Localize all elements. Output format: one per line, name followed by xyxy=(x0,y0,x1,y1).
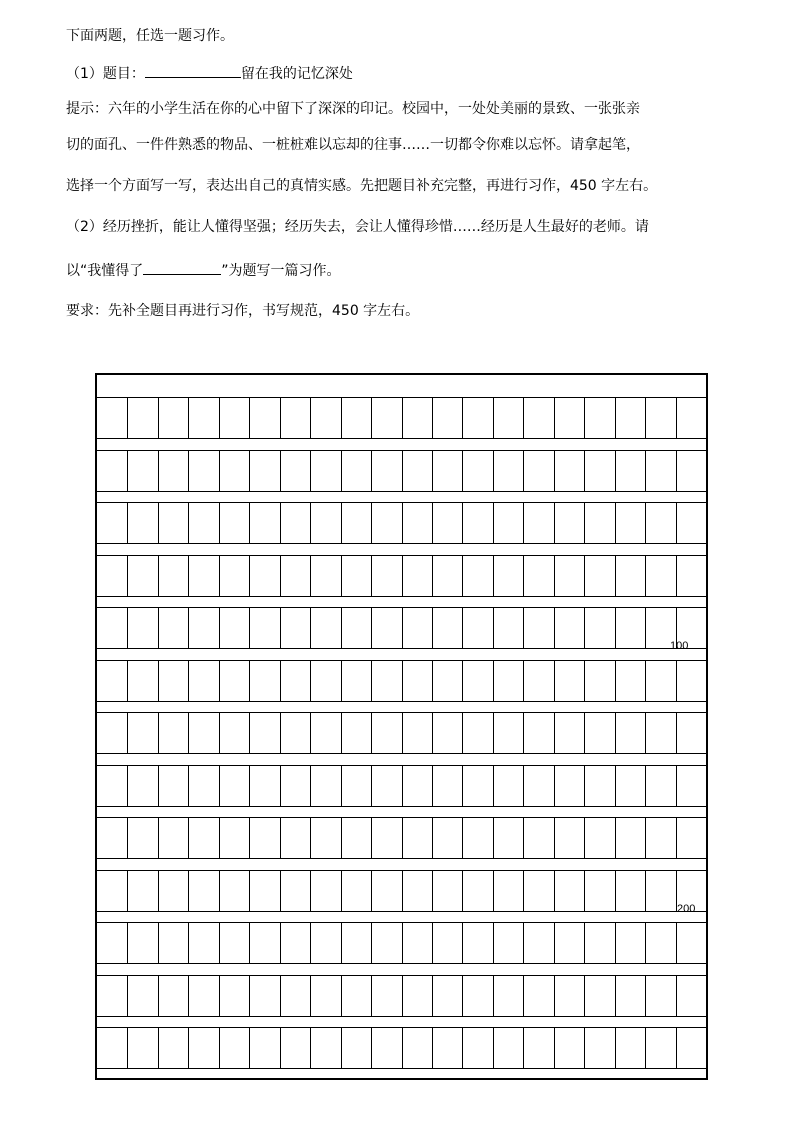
grid-cell-divider xyxy=(219,503,220,543)
question-2-title xyxy=(66,260,341,281)
grid-cell-divider xyxy=(523,398,524,438)
grid-cell-divider xyxy=(523,818,524,858)
grid-cell-divider xyxy=(341,976,342,1016)
grid-cell-divider xyxy=(280,766,281,806)
grid-cell-divider xyxy=(645,1028,646,1068)
grid-row xyxy=(97,660,706,702)
grid-cell-divider xyxy=(554,766,555,806)
grid-cell-divider xyxy=(462,398,463,438)
grid-cell-divider xyxy=(523,871,524,911)
grid-cell-divider xyxy=(493,398,494,438)
grid-cell-divider xyxy=(341,818,342,858)
grid-cell-divider xyxy=(310,661,311,701)
writing-grid[interactable] xyxy=(95,373,708,1080)
grid-row xyxy=(97,555,706,597)
grid-cell-divider xyxy=(493,661,494,701)
grid-cell-divider xyxy=(676,661,677,701)
grid-row xyxy=(97,870,706,912)
grid-cell-divider xyxy=(493,1028,494,1068)
grid-cell-divider xyxy=(280,503,281,543)
grid-cell-divider xyxy=(523,503,524,543)
grid-cell-divider xyxy=(432,661,433,701)
grid-cell-divider xyxy=(402,818,403,858)
grid-cell-divider xyxy=(676,503,677,543)
grid-cell-divider xyxy=(371,976,372,1016)
grid-cell-divider xyxy=(493,766,494,806)
grid-cell-divider xyxy=(127,1028,128,1068)
grid-cell-divider xyxy=(341,398,342,438)
intro-line: 下面两题，任选一题习作。 xyxy=(66,28,234,44)
grid-cell-divider xyxy=(188,451,189,491)
grid-cell-divider xyxy=(310,766,311,806)
grid-cell-divider xyxy=(280,556,281,596)
grid-cell-divider xyxy=(249,398,250,438)
grid-cell-divider xyxy=(645,766,646,806)
question-2-suffix: ”为题写一篇习作。 xyxy=(221,263,341,279)
grid-cell-divider xyxy=(676,766,677,806)
grid-cell-divider xyxy=(188,661,189,701)
grid-cell-divider xyxy=(310,503,311,543)
grid-cell-divider xyxy=(676,556,677,596)
grid-cell-divider xyxy=(402,608,403,648)
grid-cell-divider xyxy=(188,1028,189,1068)
grid-cell-divider xyxy=(402,398,403,438)
grid-cell-divider xyxy=(462,503,463,543)
grid-cell-divider xyxy=(615,923,616,963)
grid-cell-divider xyxy=(280,871,281,911)
grid-cell-divider xyxy=(554,713,555,753)
grid-cell-divider xyxy=(127,556,128,596)
grid-cell-divider xyxy=(432,818,433,858)
grid-cell-divider xyxy=(249,451,250,491)
grid-cell-divider xyxy=(219,451,220,491)
grid-cell-divider xyxy=(219,713,220,753)
grid-cell-divider xyxy=(371,451,372,491)
grid-cell-divider xyxy=(615,556,616,596)
grid-cell-divider xyxy=(493,818,494,858)
grid-row xyxy=(97,1027,706,1069)
grid-cell-divider xyxy=(249,923,250,963)
grid-cell-divider xyxy=(219,766,220,806)
grid-cell-divider xyxy=(219,661,220,701)
grid-cell-divider xyxy=(645,923,646,963)
grid-cell-divider xyxy=(127,608,128,648)
grid-row xyxy=(97,712,706,754)
grid-cell-divider xyxy=(462,923,463,963)
grid-cell-divider xyxy=(554,1028,555,1068)
grid-cell-divider xyxy=(584,871,585,911)
grid-cell-divider xyxy=(127,871,128,911)
grid-cell-divider xyxy=(402,766,403,806)
grid-cell-divider xyxy=(676,923,677,963)
grid-cell-divider xyxy=(158,1028,159,1068)
grid-cell-divider xyxy=(493,503,494,543)
grid-row xyxy=(97,817,706,859)
grid-cell-divider xyxy=(523,713,524,753)
grid-cell-divider xyxy=(676,818,677,858)
grid-cell-divider xyxy=(310,818,311,858)
grid-cell-divider xyxy=(127,503,128,543)
question-1-title xyxy=(66,63,353,84)
grid-cell-divider xyxy=(188,818,189,858)
grid-cell-divider xyxy=(554,661,555,701)
grid-cell-divider xyxy=(127,661,128,701)
grid-cell-divider xyxy=(462,451,463,491)
grid-cell-divider xyxy=(280,451,281,491)
grid-cell-divider xyxy=(280,818,281,858)
grid-cell-divider xyxy=(158,608,159,648)
grid-row xyxy=(97,397,706,439)
grid-cell-divider xyxy=(432,608,433,648)
hint-line-1: 提示：六年的小学生活在你的心中留下了深深的印记。校园中，一处处美丽的景致、一张张亲 xyxy=(66,101,640,117)
grid-cell-divider xyxy=(341,713,342,753)
grid-cell-divider xyxy=(158,976,159,1016)
grid-cell-divider xyxy=(462,818,463,858)
grid-row xyxy=(97,502,706,544)
grid-cell-divider xyxy=(615,713,616,753)
grid-cell-divider xyxy=(188,556,189,596)
grid-cell-divider xyxy=(127,923,128,963)
grid-cell-divider xyxy=(280,976,281,1016)
grid-cell-divider xyxy=(310,1028,311,1068)
grid-cell-divider xyxy=(523,608,524,648)
grid-cell-divider xyxy=(158,713,159,753)
grid-cell-divider xyxy=(615,766,616,806)
grid-cell-divider xyxy=(158,661,159,701)
grid-cell-divider xyxy=(645,556,646,596)
grid-cell-divider xyxy=(249,976,250,1016)
grid-cell-divider xyxy=(676,1028,677,1068)
grid-cell-divider xyxy=(249,713,250,753)
grid-cell-divider xyxy=(219,608,220,648)
grid-cell-divider xyxy=(645,818,646,858)
grid-cell-divider xyxy=(188,713,189,753)
grid-row xyxy=(97,607,706,649)
grid-cell-divider xyxy=(584,1028,585,1068)
grid-cell-divider xyxy=(310,451,311,491)
grid-cell-divider xyxy=(371,766,372,806)
grid-cell-divider xyxy=(127,976,128,1016)
grid-cell-divider xyxy=(188,398,189,438)
grid-cell-divider xyxy=(523,923,524,963)
grid-cell-divider xyxy=(219,976,220,1016)
grid-cell-divider xyxy=(554,923,555,963)
grid-cell-divider xyxy=(249,1028,250,1068)
grid-cell-divider xyxy=(280,661,281,701)
grid-cell-divider xyxy=(462,871,463,911)
grid-cell-divider xyxy=(615,398,616,438)
grid-cell-divider xyxy=(584,818,585,858)
grid-cell-divider xyxy=(249,661,250,701)
grid-cell-divider xyxy=(554,976,555,1016)
grid-cell-divider xyxy=(676,398,677,438)
grid-cell-divider xyxy=(127,713,128,753)
grid-cell-divider xyxy=(219,556,220,596)
grid-cell-divider xyxy=(127,398,128,438)
grid-row xyxy=(97,975,706,1017)
grid-cell-divider xyxy=(615,661,616,701)
grid-cell-divider xyxy=(432,503,433,543)
grid-cell-divider xyxy=(341,661,342,701)
grid-cell-divider xyxy=(645,608,646,648)
grid-cell-divider xyxy=(432,1028,433,1068)
grid-cell-divider xyxy=(402,713,403,753)
grid-cell-divider xyxy=(249,871,250,911)
grid-cell-divider xyxy=(432,556,433,596)
grid-cell-divider xyxy=(615,503,616,543)
grid-cell-divider xyxy=(402,871,403,911)
grid-cell-divider xyxy=(523,1028,524,1068)
grid-cell-divider xyxy=(676,451,677,491)
grid-cell-divider xyxy=(188,608,189,648)
grid-cell-divider xyxy=(371,556,372,596)
grid-cell-divider xyxy=(615,451,616,491)
grid-cell-divider xyxy=(158,398,159,438)
grid-cell-divider xyxy=(523,766,524,806)
grid-cell-divider xyxy=(584,766,585,806)
question-2-blank[interactable] xyxy=(143,260,221,275)
question-1-blank[interactable] xyxy=(145,63,241,78)
grid-cell-divider xyxy=(615,976,616,1016)
grid-cell-divider xyxy=(432,923,433,963)
grid-row xyxy=(97,922,706,964)
grid-cell-divider xyxy=(249,503,250,543)
grid-cell-divider xyxy=(310,608,311,648)
grid-cell-divider xyxy=(462,556,463,596)
grid-cell-divider xyxy=(219,871,220,911)
grid-cell-divider xyxy=(554,871,555,911)
grid-cell-divider xyxy=(432,451,433,491)
grid-cell-divider xyxy=(402,661,403,701)
grid-cell-divider xyxy=(493,608,494,648)
grid-cell-divider xyxy=(402,556,403,596)
grid-cell-divider xyxy=(341,766,342,806)
grid-cell-divider xyxy=(432,398,433,438)
grid-cell-divider xyxy=(584,923,585,963)
grid-cell-divider xyxy=(158,556,159,596)
grid-cell-divider xyxy=(645,871,646,911)
grid-cell-divider xyxy=(219,923,220,963)
grid-cell-divider xyxy=(645,451,646,491)
grid-cell-divider xyxy=(371,1028,372,1068)
grid-cell-divider xyxy=(249,766,250,806)
grid-cell-divider xyxy=(584,661,585,701)
grid-cell-divider xyxy=(341,923,342,963)
grid-cell-divider xyxy=(371,923,372,963)
grid-cell-divider xyxy=(341,503,342,543)
grid-cell-divider xyxy=(615,608,616,648)
grid-cell-divider xyxy=(523,661,524,701)
grid-cell-divider xyxy=(341,608,342,648)
hint-line-2: 切的面孔、一件件熟悉的物品、一桩桩难以忘却的往事……一切都令你难以忘怀。请拿起笔， xyxy=(66,137,640,153)
grid-cell-divider xyxy=(584,503,585,543)
grid-cell-divider xyxy=(402,1028,403,1068)
grid-cell-divider xyxy=(158,871,159,911)
grid-cell-divider xyxy=(188,503,189,543)
grid-cell-divider xyxy=(554,398,555,438)
grid-cell-divider xyxy=(341,871,342,911)
grid-cell-divider xyxy=(341,556,342,596)
grid-cell-divider xyxy=(462,976,463,1016)
grid-cell-divider xyxy=(584,451,585,491)
grid-cell-divider xyxy=(127,451,128,491)
grid-cell-divider xyxy=(158,451,159,491)
grid-cell-divider xyxy=(432,713,433,753)
grid-cell-divider xyxy=(127,766,128,806)
grid-row xyxy=(97,765,706,807)
grid-cell-divider xyxy=(249,818,250,858)
grid-cell-divider xyxy=(493,871,494,911)
grid-cell-divider xyxy=(493,451,494,491)
grid-cell-divider xyxy=(432,871,433,911)
grid-row xyxy=(97,450,706,492)
grid-cell-divider xyxy=(188,766,189,806)
grid-cell-divider xyxy=(280,398,281,438)
grid-cell-divider xyxy=(127,818,128,858)
grid-cell-divider xyxy=(493,976,494,1016)
grid-cell-divider xyxy=(523,556,524,596)
grid-cell-divider xyxy=(615,871,616,911)
word-count-marker-100: 100 xyxy=(670,640,689,652)
grid-cell-divider xyxy=(310,871,311,911)
grid-cell-divider xyxy=(645,713,646,753)
grid-cell-divider xyxy=(615,1028,616,1068)
grid-cell-divider xyxy=(371,398,372,438)
grid-cell-divider xyxy=(645,503,646,543)
grid-cell-divider xyxy=(462,1028,463,1068)
grid-cell-divider xyxy=(341,451,342,491)
grid-cell-divider xyxy=(462,713,463,753)
grid-cell-divider xyxy=(280,923,281,963)
grid-cell-divider xyxy=(645,661,646,701)
grid-cell-divider xyxy=(432,976,433,1016)
grid-cell-divider xyxy=(462,661,463,701)
grid-cell-divider xyxy=(615,818,616,858)
grid-cell-divider xyxy=(280,713,281,753)
grid-cell-divider xyxy=(554,451,555,491)
grid-cell-divider xyxy=(523,451,524,491)
grid-cell-divider xyxy=(280,608,281,648)
grid-cell-divider xyxy=(402,923,403,963)
grid-cell-divider xyxy=(310,398,311,438)
hint-line-3: 选择一个方面写一写，表达出自己的真情实感。先把题目补充完整，再进行习作，450 字左右。 xyxy=(66,178,658,194)
grid-cell-divider xyxy=(371,661,372,701)
grid-cell-divider xyxy=(341,1028,342,1068)
grid-cell-divider xyxy=(402,503,403,543)
grid-cell-divider xyxy=(310,713,311,753)
grid-cell-divider xyxy=(584,713,585,753)
question-1-prefix: （1）题目： xyxy=(66,66,145,82)
grid-cell-divider xyxy=(462,766,463,806)
grid-cell-divider xyxy=(219,398,220,438)
grid-cell-divider xyxy=(371,608,372,648)
grid-cell-divider xyxy=(310,976,311,1016)
grid-cell-divider xyxy=(584,608,585,648)
grid-cell-divider xyxy=(371,818,372,858)
grid-cell-divider xyxy=(645,398,646,438)
grid-cell-divider xyxy=(371,503,372,543)
grid-cell-divider xyxy=(402,451,403,491)
grid-cell-divider xyxy=(158,923,159,963)
grid-cell-divider xyxy=(584,556,585,596)
grid-cell-divider xyxy=(676,713,677,753)
grid-cell-divider xyxy=(676,976,677,1016)
grid-cell-divider xyxy=(402,976,403,1016)
grid-cell-divider xyxy=(554,608,555,648)
grid-cell-divider xyxy=(493,923,494,963)
grid-cell-divider xyxy=(554,818,555,858)
grid-cell-divider xyxy=(371,871,372,911)
grid-cell-divider xyxy=(554,556,555,596)
grid-cell-divider xyxy=(584,976,585,1016)
grid-cell-divider xyxy=(493,713,494,753)
grid-cell-divider xyxy=(158,766,159,806)
grid-cell-divider xyxy=(188,871,189,911)
grid-cell-divider xyxy=(645,976,646,1016)
grid-cell-divider xyxy=(462,608,463,648)
grid-cell-divider xyxy=(219,1028,220,1068)
grid-cell-divider xyxy=(310,923,311,963)
grid-cell-divider xyxy=(432,766,433,806)
question-1-suffix: 留在我的记忆深处 xyxy=(240,66,353,82)
grid-cell-divider xyxy=(219,818,220,858)
grid-cell-divider xyxy=(584,398,585,438)
grid-cell-divider xyxy=(249,608,250,648)
word-count-marker-200: 200 xyxy=(677,903,696,915)
question-2-line-1: （2）经历挫折，能让人懂得坚强；经历失去，会让人懂得珍惜……经历是人生最好的老师。请 xyxy=(66,219,649,235)
grid-cell-divider xyxy=(158,818,159,858)
question-2-prefix: 以“我懂得了 xyxy=(66,263,144,279)
grid-cell-divider xyxy=(188,976,189,1016)
grid-cell-divider xyxy=(188,923,189,963)
grid-cell-divider xyxy=(310,556,311,596)
grid-cell-divider xyxy=(280,1028,281,1068)
grid-cell-divider xyxy=(249,556,250,596)
grid-cell-divider xyxy=(158,503,159,543)
requirement-line: 要求：先补全题目再进行习作，书写规范，450 字左右。 xyxy=(66,303,420,319)
grid-cell-divider xyxy=(523,976,524,1016)
grid-cell-divider xyxy=(493,556,494,596)
grid-cell-divider xyxy=(554,503,555,543)
grid-cell-divider xyxy=(371,713,372,753)
